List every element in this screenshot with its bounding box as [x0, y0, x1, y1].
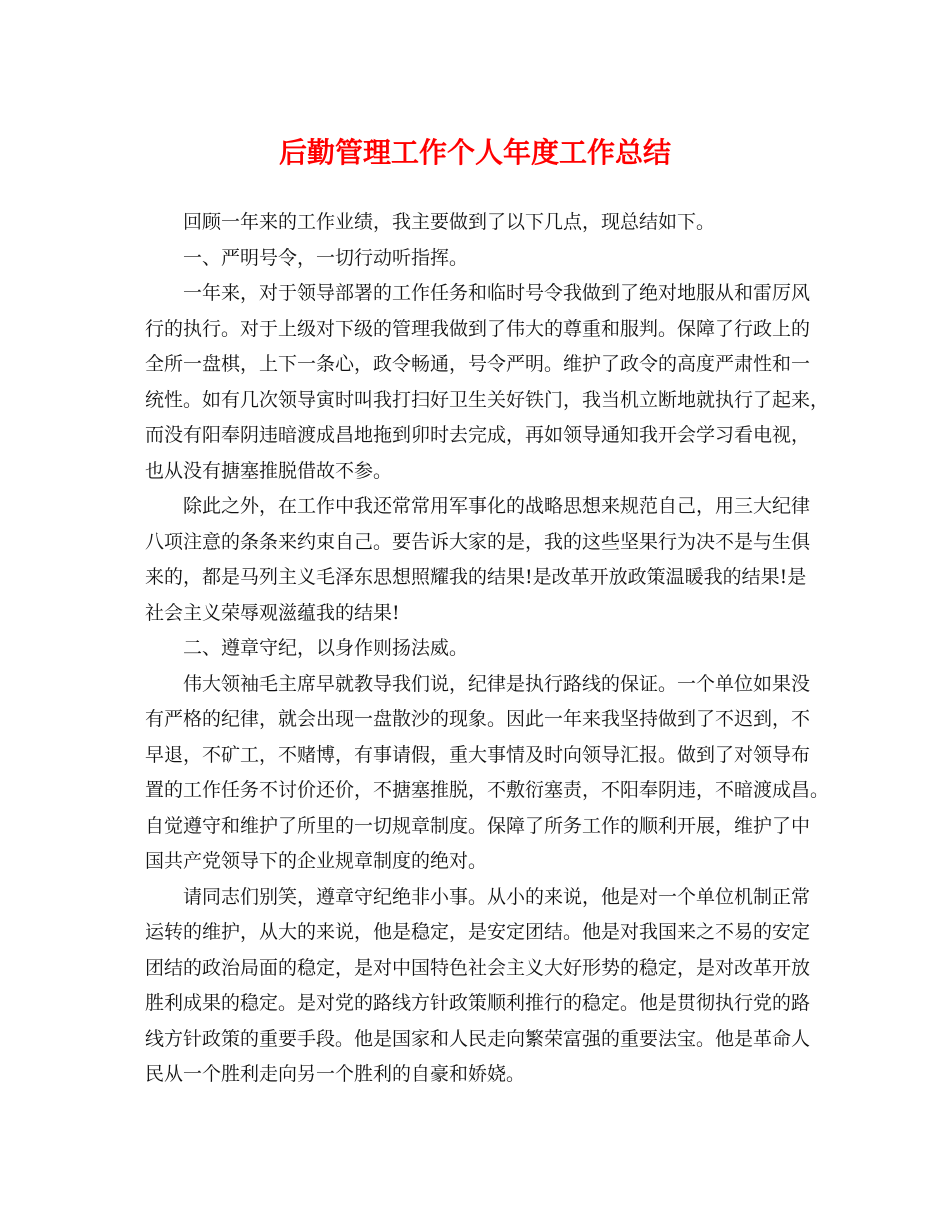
document-body — [145, 205, 830, 1093]
body-line: 团结的政治局面的稳定，是对中国特色社会主义大好形势的稳定，是对改革开放 — [145, 956, 811, 979]
body-line: 社会主义荣辱观滋蕴我的结果! — [145, 601, 400, 624]
body-line: 早退，不矿工，不赌博，有事请假，重大事情及时向领导汇报。做到了对领导布 — [145, 743, 811, 766]
body-line: 有严格的纪律，就会出现一盘散沙的现象。因此一年来我坚持做到了不迟到，不 — [145, 708, 811, 730]
body-line: 行的执行。对于上级对下级的管理我做到了伟大的尊重和服判。保障了行政上的 — [145, 317, 811, 340]
body-line: 一、严明号令，一切行动听指挥。 — [183, 246, 469, 269]
body-line: 除此之外，在工作中我还常常用军事化的战略思想来规范自己，用三大纪律 — [183, 495, 811, 517]
body-line: 回顾一年来的工作业绩，我主要做到了以下几点，现总结如下。 — [183, 211, 716, 233]
body-line: 线方针政策的重要手段。他是国家和人民走向繁荣富强的重要法宝。他是革命人 — [145, 1027, 811, 1050]
body-line: 八项注意的条条来约束自己。要告诉大家的是，我的这些坚果行为决不是与生俱 — [145, 530, 811, 553]
body-line: 胜利成果的稳定。是对党的路线方针政策顺利推行的稳定。他是贯彻执行党的路 — [145, 992, 811, 1014]
body-line: 统性。如有几次领导寅时叫我打扫好卫生关好铁门，我当机立断地就执行了起来， — [145, 388, 830, 411]
body-line: 请同志们别笑，遵章守纪绝非小事。从小的来说，他是对一个单位机制正常 — [183, 885, 811, 908]
body-line: 也从没有搪塞推脱借故不参。 — [145, 459, 393, 482]
document-title: 后勤管理工作个人年度工作总结 — [278, 136, 671, 169]
body-line: 自觉遵守和维护了所里的一切规章制度。保障了所务工作的顺利开展，维护了中 — [145, 814, 811, 837]
body-line: 全所一盘棋，上下一条心，政令畅通，号令严明。维护了政令的高度严肃性和一 — [145, 353, 811, 375]
body-line: 民从一个胜利走向另一个胜利的自豪和娇娆。 — [145, 1063, 526, 1085]
body-line: 二、遵章守纪，以身作则扬法威。 — [183, 637, 469, 659]
body-line: 伟大领袖毛主席早就教导我们说，纪律是执行路线的保证。一个单位如果没 — [183, 672, 811, 695]
body-line: 运转的维护，从大的来说，他是稳定，是安定团结。他是对我国来之不易的安定 — [145, 921, 811, 943]
body-line: 置的工作任务不讨价还价，不搪塞推脱，不敷衍塞责，不阳奉阴违，不暗渡成昌。 — [145, 779, 830, 801]
body-line: 一年来，对于领导部署的工作任务和临时号令我做到了绝对地服从和雷厉风 — [183, 282, 811, 304]
body-line: 来的，都是马列主义毛泽东思想照耀我的结果!是改革开放政策温暖我的结果!是 — [145, 566, 807, 588]
body-line: 国共产党领导下的企业规章制度的绝对。 — [145, 850, 488, 872]
body-line: 而没有阳奉阴违暗渡成昌地拖到卯时去完成，再如领导通知我开会学习看电视， — [145, 424, 811, 446]
